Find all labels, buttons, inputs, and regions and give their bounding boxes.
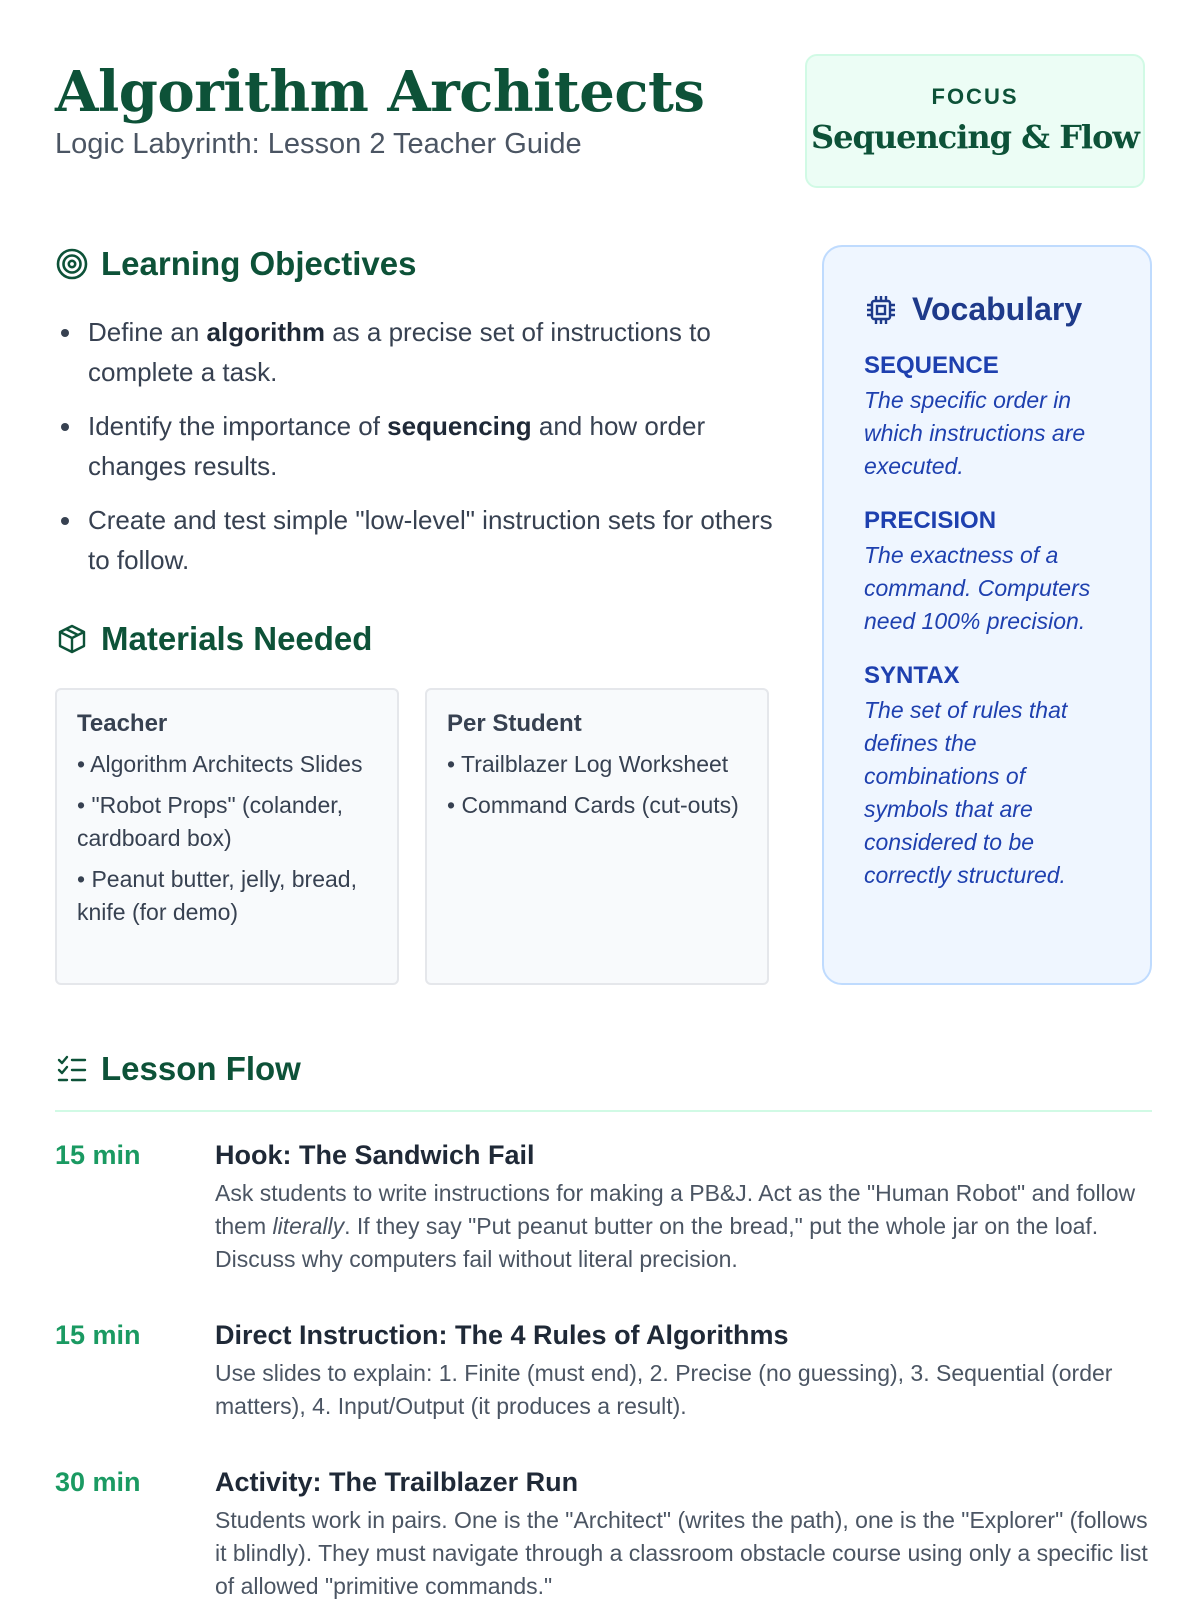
objectives-heading — [55, 245, 416, 283]
focus-box — [805, 54, 1145, 188]
list-item: • "Robot Props" (colander, cardboard box) — [77, 792, 344, 851]
page-header — [55, 58, 775, 161]
vocab-term: SYNTAX — [864, 662, 960, 689]
vocabulary-panel — [822, 245, 1152, 985]
materials-title: Materials Needed — [101, 620, 373, 657]
card-heading: Per Student — [447, 710, 582, 737]
focus-label: FOCUS — [931, 84, 1019, 109]
vocab-definition: The exactness of a command. Computers need 100% precision. — [864, 542, 1091, 634]
vocab-term: PRECISION — [864, 507, 997, 534]
list-item: Define an algorithm as a precise set of instructions to complete a task. — [55, 312, 775, 392]
step-description: Students work in pairs. One is the "Architect" (writes the path), one is the "Explorer" (follows it blindly). They must navigate through a classroom obstacle course using only a specific list of allowed "primitive commands." — [215, 1507, 1148, 1599]
objectives-list — [55, 312, 775, 594]
vocab-definition: The set of rules that defines the combinations of symbols that are considered to be correctly structured. — [864, 697, 1068, 888]
list-item: • Command Cards (cut-outs) — [447, 792, 739, 818]
vocabulary-heading — [864, 291, 1112, 328]
vocabulary-title: Vocabulary — [912, 291, 1083, 327]
list-item: • Peanut butter, jelly, bread, knife (for demo) — [77, 866, 357, 925]
step-duration: 15 min — [55, 1320, 141, 1350]
checklist-icon — [55, 1052, 89, 1086]
step-description: Use slides to explain: 1. Finite (must end), 2. Precise (no guessing), 3. Sequential (order matters), 4. Input/Output (it produces a result). — [215, 1360, 1113, 1419]
lesson-flow-title: Lesson Flow — [101, 1050, 301, 1087]
divider — [55, 1110, 1152, 1112]
step-duration: 15 min — [55, 1140, 141, 1170]
target-icon — [55, 247, 89, 281]
step-heading: Direct Instruction: The 4 Rules of Algorithms — [215, 1320, 789, 1350]
card-heading: Teacher — [77, 710, 168, 737]
box-icon — [55, 622, 89, 656]
materials-student-card — [425, 688, 769, 985]
chip-icon — [864, 293, 898, 327]
step-duration: 30 min — [55, 1467, 141, 1497]
page-subtitle: Logic Labyrinth: Lesson 2 Teacher Guide — [55, 128, 582, 160]
lesson-flow-heading — [55, 1050, 301, 1088]
materials-teacher-card — [55, 688, 399, 985]
list-item: Create and test simple "low-level" instruction sets for others to follow. — [55, 500, 775, 580]
step-description: Ask students to write instructions for making a PB&J. Act as the "Human Robot" and follow them literally. If they say "Put peanut butter on the bread," put the whole jar on the loaf. Discuss why computers fail without literal precision. — [215, 1180, 1136, 1272]
focus-value: Sequencing & Flow — [811, 118, 1139, 156]
vocab-definition: The specific order in which instructions are executed. — [864, 387, 1086, 479]
page-title: Algorithm Architects — [55, 59, 705, 125]
list-item: • Trailblazer Log Worksheet — [447, 751, 729, 777]
objectives-title: Learning Objectives — [101, 245, 417, 282]
list-item: • Algorithm Architects Slides — [77, 751, 363, 777]
vocab-term: SEQUENCE — [864, 352, 999, 379]
step-heading: Hook: The Sandwich Fail — [215, 1140, 535, 1170]
list-item: Identify the importance of sequencing and how order changes results. — [55, 406, 775, 486]
step-heading: Activity: The Trailblazer Run — [215, 1467, 579, 1497]
materials-heading — [55, 620, 372, 658]
